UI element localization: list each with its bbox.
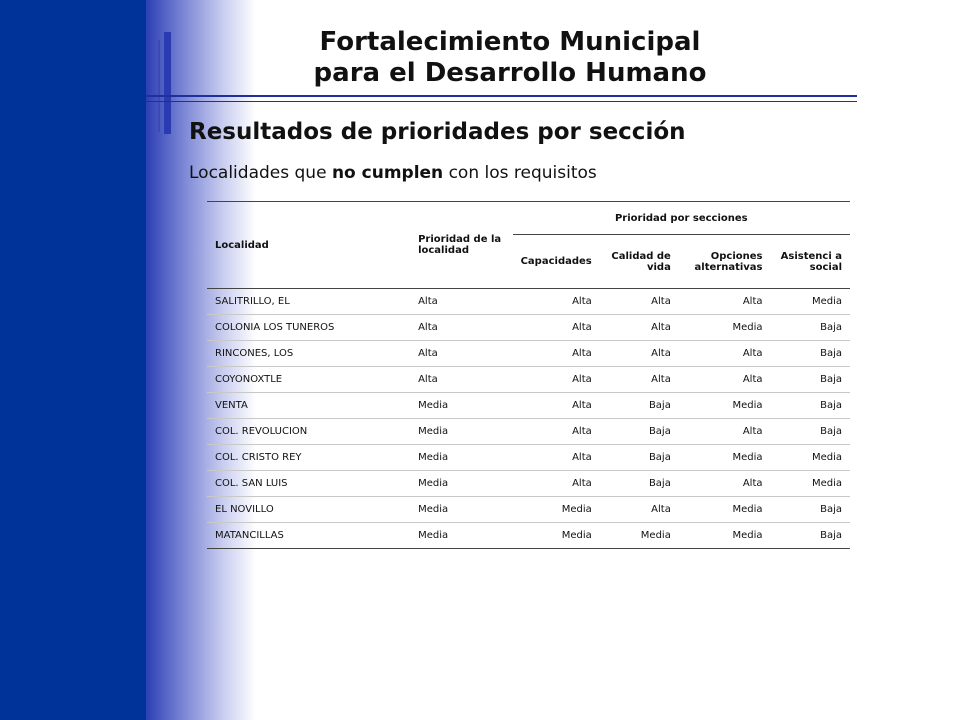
decorative-vertical-bar-thick [164, 32, 171, 134]
table-body [207, 289, 850, 549]
cell-capacidades: Media [513, 497, 600, 523]
cell-capacidades: Alta [513, 393, 600, 419]
cell-opciones: Media [679, 445, 771, 471]
cell-localidad: EL NOVILLO [207, 497, 410, 523]
cell-localidad: COLONIA LOS TUNEROS [207, 315, 410, 341]
table-row [207, 523, 850, 549]
cell-asistencia: Media [771, 471, 851, 497]
cell-localidad: COL. CRISTO REY [207, 445, 410, 471]
header-prioridad-localidad: Prioridad de la localidad [410, 202, 513, 289]
cell-asistencia: Baja [771, 315, 851, 341]
cell-capacidades: Media [513, 523, 600, 549]
cell-capacidades: Alta [513, 471, 600, 497]
cell-prioridad: Alta [410, 289, 513, 315]
cell-capacidades: Alta [513, 419, 600, 445]
cell-opciones: Media [679, 523, 771, 549]
left-blue-band [0, 0, 146, 720]
cell-asistencia: Baja [771, 393, 851, 419]
cell-localidad: COYONOXTLE [207, 367, 410, 393]
cell-calidad: Alta [600, 315, 679, 341]
header-capacidades: Capacidades [513, 235, 600, 289]
cell-asistencia: Baja [771, 419, 851, 445]
cell-asistencia: Baja [771, 523, 851, 549]
cell-asistencia: Media [771, 445, 851, 471]
table-row [207, 341, 850, 367]
cell-capacidades: Alta [513, 315, 600, 341]
table-row [207, 471, 850, 497]
cell-calidad: Alta [600, 289, 679, 315]
cell-opciones: Media [679, 497, 771, 523]
cell-localidad: RINCONES, LOS [207, 341, 410, 367]
page-title [250, 27, 770, 89]
table-header-row [207, 202, 850, 235]
cell-localidad: COL. SAN LUIS [207, 471, 410, 497]
subtitle-post: con los requisitos [443, 163, 597, 183]
table-row [207, 367, 850, 393]
cell-localidad: COL. REVOLUCION [207, 419, 410, 445]
cell-asistencia: Baja [771, 367, 851, 393]
table-row [207, 393, 850, 419]
header-prioridad-secciones: Prioridad por secciones [513, 202, 850, 235]
cell-opciones: Media [679, 393, 771, 419]
header-calidad-de-vida: Calidad de vida [600, 235, 679, 289]
decorative-horizontal-line [146, 95, 857, 97]
table-row [207, 497, 850, 523]
section-title: Resultados de prioridades por sección [189, 119, 686, 145]
header-localidad: Localidad [207, 202, 410, 289]
cell-opciones: Alta [679, 341, 771, 367]
decorative-vertical-bar-thin [158, 40, 160, 132]
table-row [207, 289, 850, 315]
cell-prioridad: Alta [410, 367, 513, 393]
cell-calidad: Media [600, 523, 679, 549]
cell-opciones: Alta [679, 419, 771, 445]
header-asistencia-social: Asistenci a social [771, 235, 851, 289]
cell-capacidades: Alta [513, 341, 600, 367]
page-title-line-1: Fortalecimiento Municipal [319, 27, 701, 57]
header-opciones-alternativas: Opciones alternativas [679, 235, 771, 289]
cell-opciones: Alta [679, 289, 771, 315]
table-row [207, 445, 850, 471]
cell-calidad: Baja [600, 471, 679, 497]
results-table [207, 201, 850, 549]
cell-prioridad: Media [410, 419, 513, 445]
section-subtitle [189, 163, 597, 183]
cell-capacidades: Alta [513, 367, 600, 393]
cell-prioridad: Media [410, 523, 513, 549]
cell-calidad: Alta [600, 341, 679, 367]
cell-asistencia: Baja [771, 341, 851, 367]
cell-opciones: Media [679, 315, 771, 341]
cell-calidad: Alta [600, 497, 679, 523]
cell-localidad: MATANCILLAS [207, 523, 410, 549]
cell-prioridad: Media [410, 497, 513, 523]
cell-calidad: Alta [600, 367, 679, 393]
table-row [207, 419, 850, 445]
cell-prioridad: Media [410, 393, 513, 419]
cell-prioridad: Alta [410, 341, 513, 367]
cell-prioridad: Media [410, 445, 513, 471]
cell-calidad: Baja [600, 419, 679, 445]
cell-calidad: Baja [600, 393, 679, 419]
cell-opciones: Alta [679, 471, 771, 497]
cell-asistencia: Baja [771, 497, 851, 523]
cell-localidad: SALITRILLO, EL [207, 289, 410, 315]
cell-prioridad: Alta [410, 315, 513, 341]
cell-capacidades: Alta [513, 445, 600, 471]
cell-capacidades: Alta [513, 289, 600, 315]
cell-opciones: Alta [679, 367, 771, 393]
cell-asistencia: Media [771, 289, 851, 315]
subtitle-bold: no cumplen [331, 163, 444, 183]
page-title-line-2: para el Desarrollo Humano [313, 58, 707, 88]
table-row [207, 315, 850, 341]
subtitle-pre: Localidades que [189, 163, 332, 183]
cell-calidad: Baja [600, 445, 679, 471]
decorative-horizontal-line-thin [146, 101, 857, 102]
cell-prioridad: Media [410, 471, 513, 497]
cell-localidad: VENTA [207, 393, 410, 419]
